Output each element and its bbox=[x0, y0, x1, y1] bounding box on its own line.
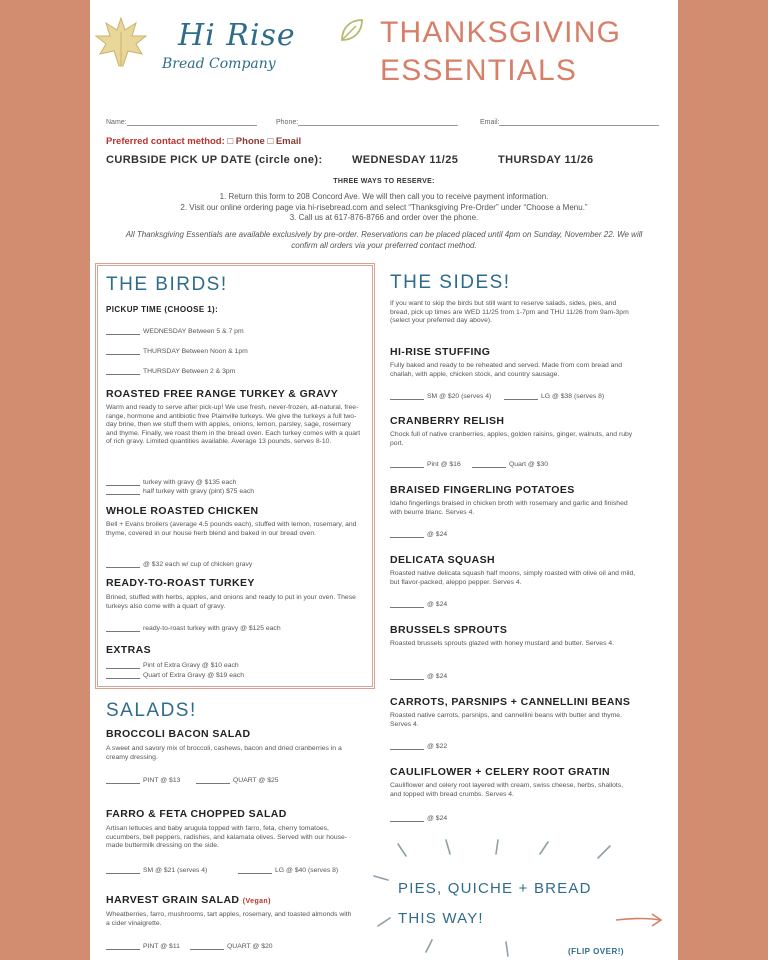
pint-gravy-option[interactable]: Pint of Extra Gravy @ $10 each bbox=[106, 661, 239, 669]
potatoes-option[interactable]: @ $24 bbox=[390, 530, 447, 538]
cranberry-description: Chock full of native cranberries, apples, golden raisins, ginger, walnuts, and ruby port. bbox=[390, 431, 633, 447]
harvest-heading: HARVEST GRAIN SALAD (Vegan) bbox=[106, 894, 271, 906]
birds-title: THE BIRDS! bbox=[106, 274, 228, 295]
email-field[interactable]: Email: bbox=[480, 117, 659, 126]
stuffing-lg-option[interactable]: LG @ $38 (serves 8) bbox=[504, 392, 604, 400]
turkey-heading: ROASTED FREE RANGE TURKEY & GRAVY bbox=[106, 388, 339, 400]
gratin-description: Cauliflower and celery root layered with cream, swiss cheese, herbs, shallots, and topped with bread crumbs. Serves 4. bbox=[390, 782, 624, 798]
turkey-description: Warm and ready to serve after pick-up! We use fresh, never-frozen, all-natural, free-range, hormone and antibiotic free Plainville turkeys. We give the turkeys a full two-day brine, then we stuff them with apples, onions, lemon, parsley, sage, rosemary and thyme. Finally, we roast them in the bread oven. Each turkey comes with a quart of rich gravy. Limited quantities available. Average 13 pounds, serves 8-10. bbox=[106, 404, 361, 446]
farro-description: Artisan lettuces and baby arugula topped with farro, feta, cherry tomatoes, cucumbers, bell peppers, radishes, and kalamata olives. Served with our house-made buttermilk dressing on the side. bbox=[106, 825, 348, 850]
harvest-description: Wheatberries, farro, mushrooms, tart apples, rosemary, and toasted almonds with a cider vinaigrette. bbox=[106, 911, 352, 927]
squash-description: Roasted native delicata squash half moons, simply roasted with olive oil and mild, but flavor-packed, aleppo pepper. Serves 4. bbox=[390, 570, 636, 586]
farro-sm-option[interactable]: SM @ $21 (serves 4) bbox=[106, 866, 207, 874]
pickup-day-wednesday[interactable]: WEDNESDAY 11/25 bbox=[352, 154, 459, 166]
turkey-option[interactable]: turkey with gravy @ $135 each bbox=[106, 478, 236, 486]
email-checkbox[interactable]: □ Email bbox=[267, 136, 302, 147]
pies-callout: PIES, QUICHE + BREAD THIS WAY! bbox=[398, 880, 592, 927]
extras-heading: EXTRAS bbox=[106, 644, 151, 656]
chicken-heading: WHOLE ROASTED CHICKEN bbox=[106, 505, 259, 517]
potatoes-description: Idaho fingerlings braised in chicken broth with rosemary and garlic and finished with beurre blanc. Serves 4. bbox=[390, 500, 628, 516]
reserve-steps: 1. Return this form to 208 Concord Ave. We will then call you to receive payment information. 2. Visit our online ordering page via hi-risebread.com and select “Thanksgiving Pre-Order” under “Choose a Menu.” 3. Call us at 617-876-8766 and order over the phone. bbox=[180, 192, 588, 222]
harvest-pint-option[interactable]: PINT @ $11 bbox=[106, 942, 180, 950]
pickup-day-thursday[interactable]: THURSDAY 11/26 bbox=[498, 154, 594, 166]
stuffing-description: Fully baked and ready to be reheated and served. Made from corn bread and challah, with apple, chicken stock, and country sausage. bbox=[390, 362, 622, 378]
broccoli-quart-option[interactable]: QUART @ $25 bbox=[196, 776, 279, 784]
carrots-option[interactable]: @ $22 bbox=[390, 742, 447, 750]
farro-heading: FARRO & FETA CHOPPED SALAD bbox=[106, 808, 287, 820]
sprouts-heading: BRUSSELS SPROUTS bbox=[390, 624, 508, 636]
salads-title: SALADS! bbox=[106, 700, 197, 721]
logo-wordmark: Hi Rise bbox=[178, 18, 296, 53]
chicken-option[interactable]: @ $32 each w/ cup of chicken gravy bbox=[106, 560, 252, 568]
cranberry-pint-option[interactable]: Pint @ $16 bbox=[390, 460, 461, 468]
squash-option[interactable]: @ $24 bbox=[390, 600, 447, 608]
pickup-time-option[interactable]: THURSDAY Between 2 & 3pm bbox=[106, 367, 235, 375]
quart-gravy-option[interactable]: Quart of Extra Gravy @ $19 each bbox=[106, 671, 244, 679]
phone-checkbox[interactable]: □ Phone bbox=[227, 136, 265, 147]
pickup-time-label: PICKUP TIME (CHOOSE 1): bbox=[106, 305, 219, 314]
broccoli-pint-option[interactable]: PINT @ $13 bbox=[106, 776, 180, 784]
logo-subtitle: Bread Company bbox=[162, 56, 276, 72]
sides-intro: If you want to skip the birds but still want to reserve salads, sides, pies, and bread, pick up times are WED 11/25 from 1-7pm and THU 11/26 from 9am-3pm (select your preferred day above). bbox=[390, 300, 629, 325]
sprouts-description: Roasted brussels sprouts glazed with honey mustard and butter. Serves 4. bbox=[390, 640, 615, 647]
harvest-quart-option[interactable]: QUART @ $20 bbox=[190, 942, 273, 950]
carrots-heading: CARROTS, PARSNIPS + CANNELLINI BEANS bbox=[390, 696, 631, 708]
broccoli-heading: BROCCOLI BACON SALAD bbox=[106, 728, 251, 740]
maple-leaf-icon bbox=[92, 14, 150, 70]
farro-lg-option[interactable]: LG @ $40 (serves 8) bbox=[238, 866, 338, 874]
page-title: THANKSGIVING ESSENTIALS bbox=[380, 16, 622, 87]
name-field[interactable]: Name: bbox=[106, 117, 257, 126]
potatoes-heading: BRAISED FINGERLING POTATOES bbox=[390, 484, 575, 496]
sprouts-option[interactable]: @ $24 bbox=[390, 672, 447, 680]
cranberry-quart-option[interactable]: Quart @ $30 bbox=[472, 460, 548, 468]
pickup-date: CURBSIDE PICK UP DATE (circle one): WEDNESDAY 11/25 THURSDAY 11/26 bbox=[106, 154, 594, 166]
pickup-time-option[interactable]: WEDNESDAY Between 5 & 7 pm bbox=[106, 327, 244, 335]
menu-page bbox=[90, 0, 678, 960]
ready-turkey-description: Brined, stuffed with herbs, apples, and onions and ready to put in your oven. These turkeys also come with a quart of gravy. bbox=[106, 594, 356, 610]
gratin-option[interactable]: @ $24 bbox=[390, 814, 447, 822]
chicken-description: Bell + Evans broilers (average 4.5 pounds each), stuffed with lemon, rosemary, and thyme, covered in our house herb blend and baked in our bread oven. bbox=[106, 521, 357, 537]
broccoli-description: A sweet and savory mix of broccoli, cashews, bacon and dried cranberries in a creamy dressing. bbox=[106, 745, 342, 761]
ready-turkey-option[interactable]: ready-to-roast turkey with gravy @ $125 each bbox=[106, 624, 281, 632]
cranberry-heading: CRANBERRY RELISH bbox=[390, 415, 505, 427]
phone-field[interactable]: Phone: bbox=[276, 117, 458, 126]
reserve-heading: THREE WAYS TO RESERVE: bbox=[333, 178, 435, 185]
contact-method: Preferred contact method: □ Phone □ Email bbox=[106, 136, 302, 147]
stuffing-heading: HI-RISE STUFFING bbox=[390, 346, 491, 358]
stuffing-sm-option[interactable]: SM @ $20 (serves 4) bbox=[390, 392, 491, 400]
squash-heading: DELICATA SQUASH bbox=[390, 554, 495, 566]
reserve-note: All Thanksgiving Essentials are available exclusively by pre-order. Reservations can be placed placed until 4pm on Sunday, November 22. We will confirm all orders via your preferred contact method. bbox=[125, 230, 643, 250]
pickup-time-option[interactable]: THURSDAY Between Noon & 1pm bbox=[106, 347, 248, 355]
half-turkey-option[interactable]: half turkey with gravy (pint) $75 each bbox=[106, 487, 254, 495]
carrots-description: Roasted native carrots, parsnips, and cannellini beans with butter and thyme. Serves 4. bbox=[390, 712, 622, 728]
gratin-heading: CAULIFLOWER + CELERY ROOT GRATIN bbox=[390, 766, 610, 778]
sides-title: THE SIDES! bbox=[390, 272, 511, 293]
leaf-icon bbox=[338, 16, 366, 44]
ready-turkey-heading: READY-TO-ROAST TURKEY bbox=[106, 577, 255, 589]
flip-over-note: (FLIP OVER!) bbox=[568, 947, 625, 956]
